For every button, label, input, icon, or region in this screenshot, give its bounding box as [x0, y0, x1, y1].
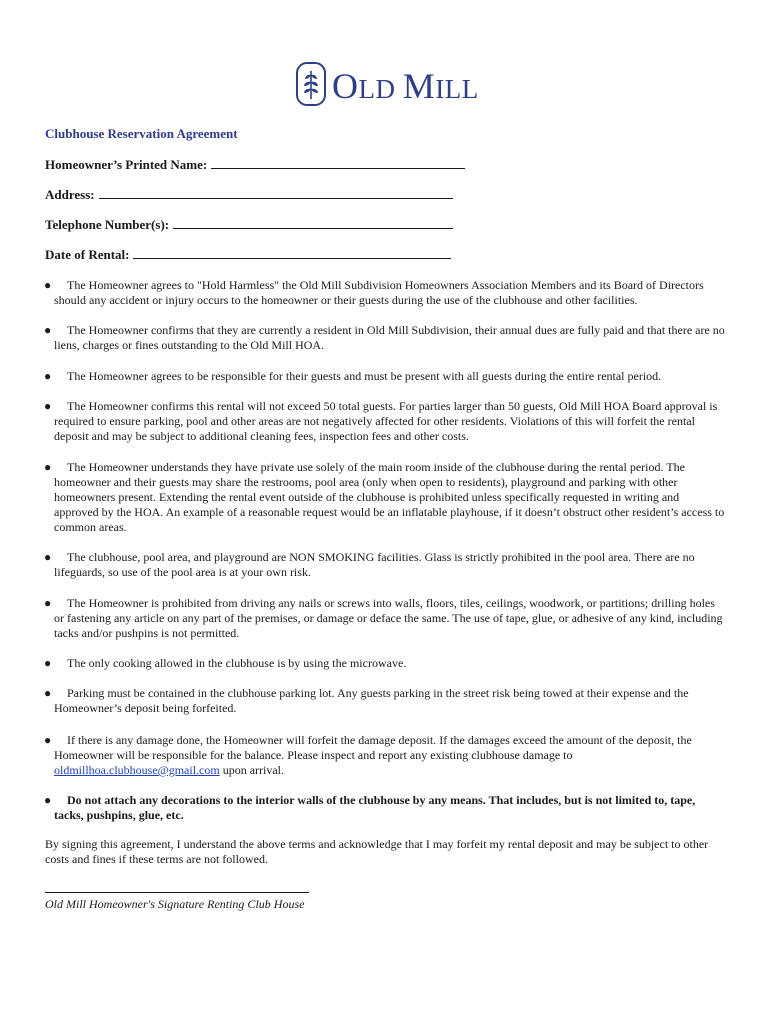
list-item	[44, 596, 726, 641]
bullet-icon: ●	[44, 656, 52, 670]
bullet-icon: ●	[44, 596, 52, 610]
bullet-icon: ●	[44, 399, 52, 413]
list-item	[44, 369, 726, 384]
list-item-text: The Homeowner confirms that they are currently a resident in Old Mill Subdivision, their annual dues are fully paid and that there are no liens, charges or fines outstanding to the Old Mill HOA.	[54, 323, 725, 352]
address-field	[45, 187, 453, 203]
bullet-icon: ●	[44, 323, 52, 337]
field-label: Homeowner’s Printed Name:	[45, 157, 208, 172]
date-of-rental-field	[45, 247, 451, 263]
bullet-icon: ●	[44, 550, 52, 564]
list-item	[44, 278, 726, 308]
date-of-rental-line[interactable]	[133, 247, 451, 259]
clubhouse-email-link[interactable]: oldmillhoa.clubhouse@gmail.com	[54, 763, 220, 777]
list-item-text: Do not attach any decorations to the interior walls of the clubhouse by any means. That includes, but is not limited to, tape, tacks, pushpins, glue, etc.	[54, 793, 696, 822]
old-mill-logo	[296, 62, 479, 108]
list-item-text: The Homeowner confirms this rental will not exceed 50 total guests. For parties larger than 50 guests, Old Mill HOA Board approval is required to ensure parking, pool and other areas are not negatively affected for other residents. Violations of this will forfeit the rental deposit and may be subject to additional cleaning fees, inspection fees and other costs.	[54, 399, 718, 443]
printed-name-line[interactable]	[211, 157, 465, 169]
bullet-icon: ●	[44, 278, 52, 292]
bullet-icon: ●	[44, 686, 52, 700]
list-item-text: The Homeowner agrees to be responsible for their guests and must be present with all guests during the entire rental period.	[67, 369, 662, 383]
list-item-text: The Homeowner is prohibited from driving any nails or screws into walls, floors, tiles, ceilings, woodwork, or partitions; drilling holes or fastening any article on any part of the premises, or damage or deface the same. The use of tape, glue, or adhesive of any kind, including tacks and/or pushpins is not permitted.	[54, 596, 723, 640]
list-item-text: If there is any damage done, the Homeowner will forfeit the damage deposit. If the damages exceed the amount of the deposit, the Homeowner will be responsible for the balance. Please inspect and report any existing clubhouse damage to	[54, 733, 692, 762]
list-item-text: upon arrival.	[219, 763, 285, 777]
list-item	[44, 323, 726, 353]
list-item-text: The only cooking allowed in the clubhouse is by using the microwave.	[67, 656, 407, 670]
list-item	[44, 733, 726, 778]
field-label: Address:	[45, 187, 95, 202]
list-item-text: The Homeowner agrees to "Hold Harmless" the Old Mill Subdivision Homeowners Association Members and its Board of Directors should any accident or injury occurs to the homeowner or their guests during the use of the clubhouse and other facilities.	[54, 278, 704, 307]
telephone-field	[45, 217, 453, 233]
address-line[interactable]	[99, 187, 453, 199]
list-item-text: The Homeowner understands they have private use solely of the main room inside of the clubhouse during the rental period. The homeowner and their guests may share the restrooms, pool area (only when open to residents), playground and parking with other homeowners present. Extending the rental event outside of the clubhouse is prohibited unless specifically requested in writing and approved by the HOA. An example of a reasonable request would be an inflatable playhouse, if it doesn’t obstruct other resident’s access to common areas.	[54, 460, 725, 534]
bullet-icon: ●	[44, 793, 52, 807]
logo-wordmark: OLD MILL	[332, 66, 479, 106]
list-item-text: Parking must be contained in the clubhouse parking lot. Any guests parking in the street risk being towed at their expense and the Homeowner’s deposit being forfeited.	[54, 686, 689, 715]
page-title: Clubhouse Reservation Agreement	[45, 126, 238, 141]
bullet-icon: ●	[44, 460, 52, 474]
bullet-icon: ●	[44, 733, 52, 747]
list-item	[44, 686, 726, 716]
list-item	[44, 460, 726, 535]
telephone-line[interactable]	[173, 217, 453, 229]
field-label: Telephone Number(s):	[45, 217, 170, 232]
printed-name-field	[45, 157, 465, 173]
list-item	[44, 793, 726, 823]
list-item	[44, 656, 726, 671]
leaf-emblem-icon	[296, 62, 326, 106]
list-item	[44, 399, 726, 444]
list-item	[44, 550, 726, 580]
closing-paragraph: By signing this agreement, I understand the above terms and acknowledge that I may forfeit my rental deposit and may be subject to other costs and fines if these terms are not followed.	[45, 837, 709, 866]
field-label: Date of Rental:	[45, 247, 130, 262]
signature-line[interactable]	[45, 892, 309, 893]
list-item-text: The clubhouse, pool area, and playground are NON SMOKING facilities. Glass is strictly prohibited in the pool area. There are no lifeguards, so use of the pool area is at your own risk.	[54, 550, 695, 579]
signature-caption: Old Mill Homeowner's Signature Renting Club House	[45, 897, 305, 911]
bullet-icon: ●	[44, 369, 52, 383]
